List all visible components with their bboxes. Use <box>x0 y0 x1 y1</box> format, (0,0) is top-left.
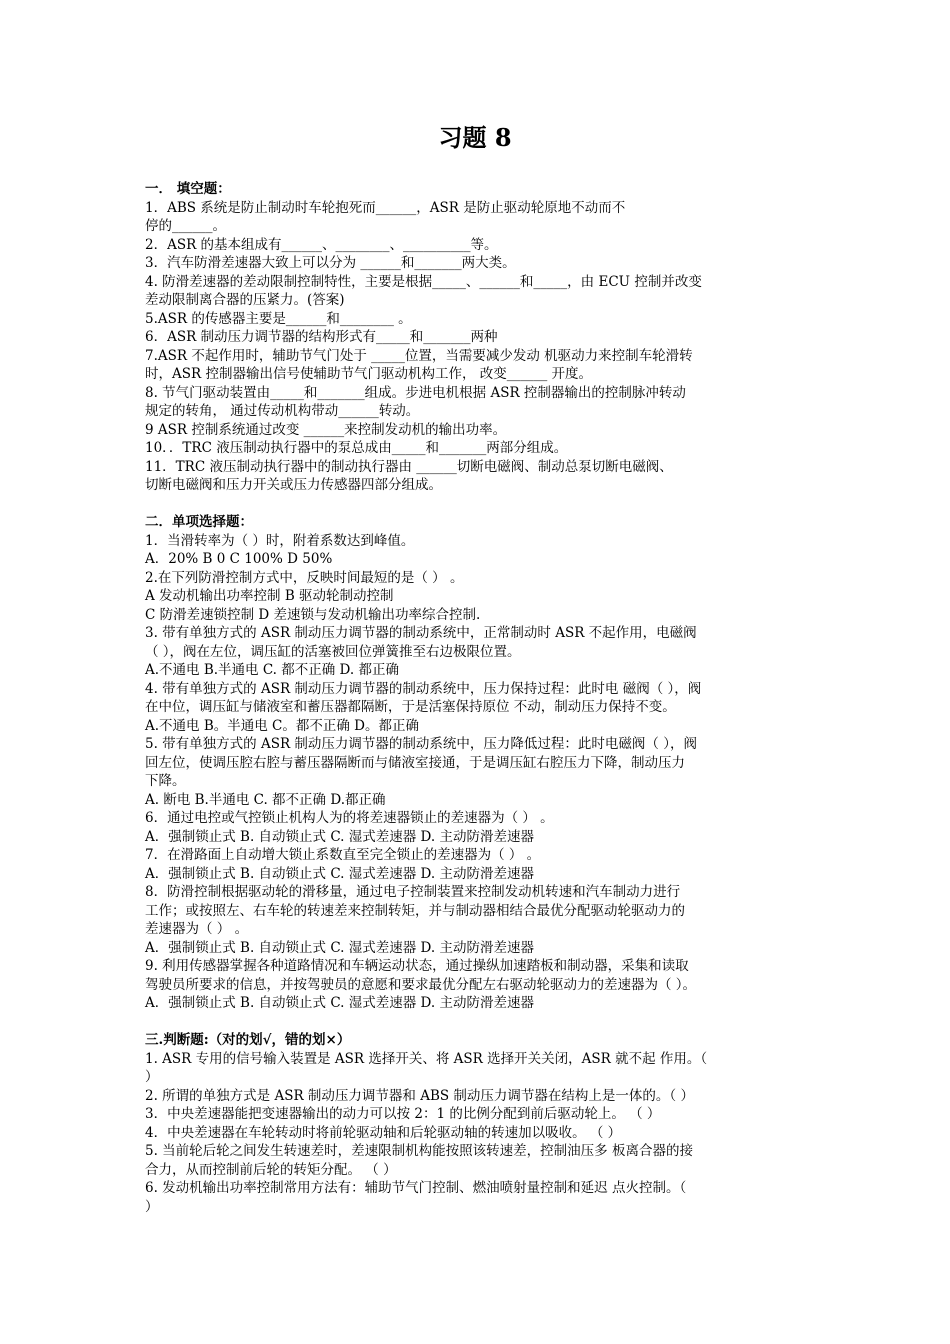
text-line: A．强制锁止式 B. 自动锁止式 C. 湿式差速器 D. 主动防滑差速器 <box>145 939 534 956</box>
text-line: 1．ABS 系统是防止制动时车轮抱死而______，ASR 是防止驱动轮原地不动而不 <box>145 199 626 216</box>
text-line: A 发动机输出功率控制 B 驱动轮制动控制 <box>145 588 394 604</box>
text-line: 驾驶员所要求的信息，并按驾驶员的意愿和要求最优分配左右驱动轮驱动力的差速器为（ ）。 <box>145 976 697 993</box>
section-true-false <box>145 1050 815 1217</box>
text-line: 4. 防滑差速器的差动限制控制特性，主要是根据_____、______和_____，由 ECU 控制并改变 <box>145 273 702 290</box>
text-line: A．强制锁止式 B. 自动锁止式 C. 湿式差速器 D. 主动防滑差速器 <box>145 995 534 1011</box>
text-line: 11．TRC 液压制动执行器中的制动执行器由 ______切断电磁阀、制动总泵切断电磁阀、 <box>145 458 673 475</box>
page-title: 习题 8 <box>438 123 512 152</box>
text-line: 回左位，使调压腔右腔与蓄压器隔断而与储液室接通，于是调压缸右腔压力下降，制动压力 <box>145 754 685 771</box>
text-line: 6．通过电控或气控锁止机构人为的将差速器锁止的差速器为（ ） 。 <box>145 810 554 826</box>
text-line: 2.在下列防滑控制方式中，反映时间最短的是（ ） 。 <box>145 569 464 586</box>
section-single-choice <box>145 532 815 1013</box>
document-body <box>145 180 815 1216</box>
section-heading-true-false: 三.判断题:（对的划√，错的划×） <box>145 1032 351 1048</box>
text-line: 2．ASR 的基本组成有______、________、__________等。 <box>145 236 498 253</box>
text-line: 4．中央差速器在车轮转动时将前轮驱动轴和后轮驱动轴的转速加以吸收。 （ ） <box>145 1124 622 1141</box>
text-line: 6. 发动机输出功率控制常用方法有：辅助节气门控制、燃油喷射量控制和延迟 点火控制。（ <box>145 1180 687 1196</box>
text-line: 7.ASR 不起作用时，辅助节气门处于 _____位置，当需要减少发动 机驱动力来控制车轮滑转 <box>145 347 693 364</box>
text-line: 差动限制离合器的压紧力。(答案) <box>145 292 345 308</box>
text-line: A．强制锁止式 B. 自动锁止式 C. 湿式差速器 D. 主动防滑差速器 <box>145 865 534 882</box>
text-line: 9 ASR 控制系统通过改变 ______来控制发动机的输出功率。 <box>145 421 507 438</box>
text-line: C 防滑差速锁控制 D 差速锁与发动机输出功率综合控制. <box>145 606 481 623</box>
text-line: ） <box>145 1069 159 1085</box>
text-line: 5. 带有单独方式的 ASR 制动压力调节器的制动系统中，压力降低过程：此时电磁阀（ ），阀 <box>145 736 697 752</box>
text-line: 工作；或按照左、右车轮的转速差来控制转矩，并与制动器相结合最优分配驱动轮驱动力的 <box>145 902 685 919</box>
text-line: ） <box>145 1198 159 1215</box>
text-line: 差速器为（ ） 。 <box>145 921 249 937</box>
section-heading-single-choice: 二．单项选择题： <box>145 514 253 530</box>
text-line: A．20% B 0 C 100% D 50% <box>145 551 333 567</box>
text-line: A.不通电 B。半通电 C。都不正确 D。都正确 <box>145 717 419 734</box>
text-line: 7．在滑路面上自动增大锁止系数直至完全锁止的差速器为（ ） 。 <box>145 847 541 863</box>
text-line: A.不通电 B.半通电 C. 都不正确 D. 都正确 <box>145 662 399 678</box>
text-line: A．强制锁止式 B. 自动锁止式 C. 湿式差速器 D. 主动防滑差速器 <box>145 828 534 845</box>
text-line: 停的______。 <box>145 218 226 234</box>
text-line: 3. 带有单独方式的 ASR 制动压力调节器的制动系统中，正常制动时 ASR 不起作用，电磁阀 <box>145 625 697 641</box>
text-line: 8．防滑控制根据驱动轮的滑移量，通过电子控制装置来控制发动机转速和汽车制动力进行 <box>145 884 681 900</box>
text-line: 合力，从而控制前后轮的转矩分配。 （ ） <box>145 1161 397 1178</box>
text-line: （ ），阀在左位，调压缸的活塞被回位弹簧推至右边极限位置。 <box>145 643 521 660</box>
text-line: 3．中央差速器能把变速器输出的动力可以按 2：1 的比例分配到前后驱动轮上。 （ ） <box>145 1106 661 1122</box>
text-line: 1. ASR 专用的信号输入装置是 ASR 选择开关、将 ASR 选择开关关闭，ASR 就不起 作用。（ <box>145 1050 708 1067</box>
text-line: 3．汽车防滑差速器大致上可以分为 ______和_______两大类。 <box>145 255 516 271</box>
text-line: A. 断电 B.半通电 C. 都不正确 D.都正确 <box>145 791 386 808</box>
text-line: 4. 带有单独方式的 ASR 制动压力调节器的制动系统中，压力保持过程：此时电 磁阀（ ），阀 <box>145 680 702 697</box>
text-line: 在中位，调压缸与储液室和蓄压器都隔断，于是活塞保持原位 不动，制动压力保持不变。 <box>145 699 676 715</box>
section-fill-blank <box>145 199 815 495</box>
text-line: 下降。 <box>145 773 186 789</box>
text-line: 8. 节气门驱动装置由_____和_______组成。步进电机根据 ASR 控制器输出的控制脉冲转动 <box>145 384 686 401</box>
text-line: 时，ASR 控制器输出信号使辅助节气门驱动机构工作， 改变______ 开度。 <box>145 366 593 382</box>
text-line: 2. 所谓的单独方式是 ASR 制动压力调节器和 ABS 制动压力调节器在结构上是一体的。（ ） <box>145 1087 694 1104</box>
section-heading-fill-blank: 一． 填空题： <box>145 181 231 197</box>
text-line: 切断电磁阀和压力开关或压力传感器四部分组成。 <box>145 477 442 493</box>
text-line: 5. 当前轮后轮之间发生转速差时，差速限制机构能按照该转速差，控制油压多 板离合器的接 <box>145 1143 693 1159</box>
text-line: 6．ASR 制动压力调节器的结构形式有_____和_______两种 <box>145 329 498 345</box>
text-line: 9. 利用传感器掌握各种道路情况和车辆运动状态，通过操纵加速踏板和制动器，采集和读取 <box>145 958 689 974</box>
text-line: 10．．TRC 液压制动执行器中的泵总成由_____和_______两部分组成。 <box>145 440 568 456</box>
text-line: 1．当滑转率为（ ）时，附着系数达到峰值。 <box>145 532 415 549</box>
text-line: 规定的转角， 通过传动机构带动______转动。 <box>145 403 420 419</box>
text-line: 5.ASR 的传感器主要是______和________ 。 <box>145 310 412 327</box>
